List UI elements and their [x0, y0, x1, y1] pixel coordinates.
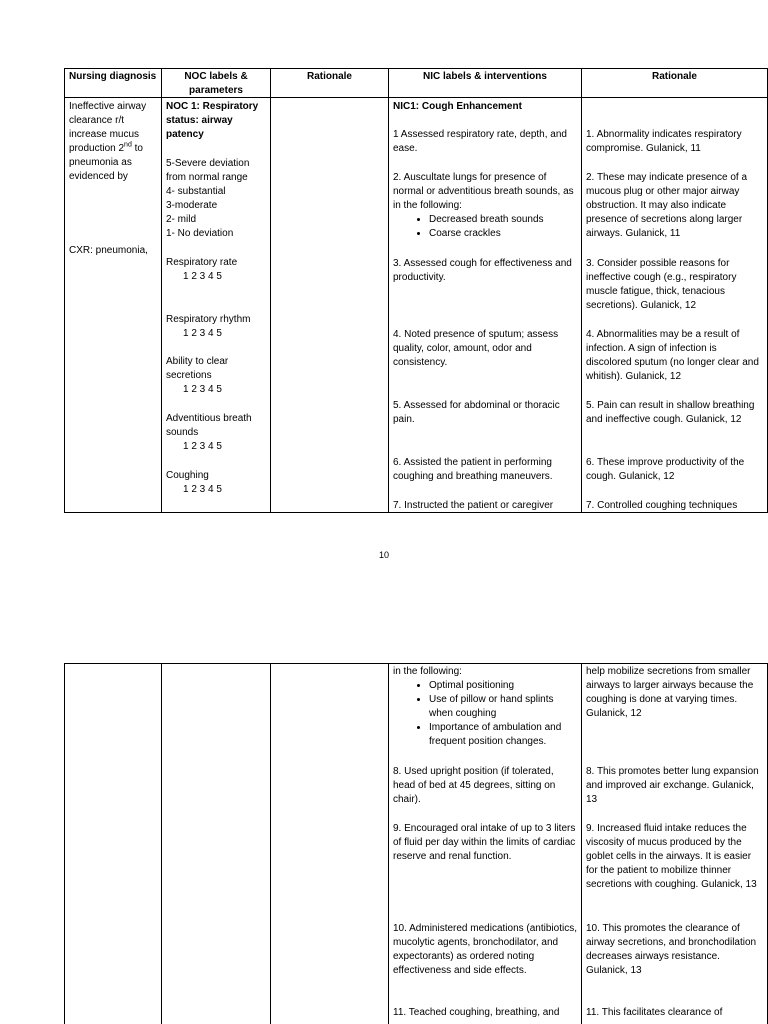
rationale-column-1	[271, 664, 389, 1024]
rationale-text: 11. This facilitates clearance of	[586, 1007, 723, 1018]
rationale-text: 2. These may indicate presence of a mucous plug or other major airway obstruction. It may also indicate presence of secretions along larger airways. Gulanick, 11	[586, 172, 748, 239]
header-nic: NIC labels & interventions	[389, 69, 581, 98]
nic-intervention: in the following: • Optimal positioning • Use of pillow or hand splints when coughing • Importance of ambulation and frequent position changes.	[393, 665, 578, 749]
rationale-text: 4. Abnormalities may be a result of infection. A sign of infection is discolored sputum (no longer clear and whitish). Gulanick, 12	[586, 329, 759, 382]
rationale-column-2	[582, 69, 767, 512]
noc-column	[162, 664, 271, 1024]
rationale-text: 6. These improve productivity of the cough. Gulanick, 12	[586, 457, 745, 482]
care-plan-table-page-1	[64, 68, 768, 513]
rationale-text: 7. Controlled coughing techniques	[586, 500, 738, 511]
nic-intervention: 2. Auscultate lungs for presence of normal or adventitious breath sounds, as in the following: • Decreased breath sounds • Coarse crackles	[393, 171, 578, 241]
nic-bullet-list: • Decreased breath sounds • Coarse crackles	[393, 213, 578, 241]
noc-indicator: Respiratory rate 1 2 3 4 5	[166, 257, 238, 282]
nic-title: NIC1: Cough Enhancement	[393, 101, 522, 112]
nic-intervention: 9. Encouraged oral intake of up to 3 liters of fluid per day within the limits of cardiac reserve and renal function.	[393, 823, 576, 862]
noc-indicator: Coughing 1 2 3 4 5	[166, 470, 222, 495]
header-rationale-2: Rationale	[582, 69, 767, 98]
care-plan-table-page-2	[64, 663, 768, 1024]
diagnosis-text: Ineffective airway clearance r/t increase mucus production 2nd to pneumonia as evidenced by	[69, 101, 147, 182]
nic-bullet-list: • Optimal positioning • Use of pillow or hand splints when coughing • Importance of ambulation and frequent position changes.	[393, 679, 578, 749]
nursing-diagnosis-column	[65, 664, 162, 1024]
rationale-text: 3. Consider possible reasons for ineffective cough (e.g., respiratory muscle fatigue, thick, tenacious secretions). Gulanick, 12	[586, 258, 737, 311]
rationale-text: 10. This promotes the clearance of airway secretions, and bronchodilation decreases airways resistance. Gulanick, 13	[586, 923, 757, 976]
rationale-text: 8. This promotes better lung expansion and improved air exchange. Gulanick, 13	[586, 766, 759, 805]
header-noc: NOC labels & parameters	[162, 69, 270, 98]
noc-title: NOC 1: Respiratory status: airway patency	[166, 101, 259, 140]
rationale-text: 5. Pain can result in shallow breathing and ineffective cough. Gulanick, 12	[586, 400, 755, 425]
page-number: 10	[378, 550, 389, 560]
rationale-text: help mobilize secretions from smaller airways to larger airways because the coughing is done at varying times. Gulanick, 12	[586, 666, 754, 719]
nic-column	[389, 69, 582, 512]
nic-intervention: 3. Assessed cough for effectiveness and productivity.	[393, 258, 572, 283]
nic-intervention: 6. Assisted the patient in performing coughing and breathing maneuvers.	[393, 457, 553, 482]
rationale-column-2	[582, 664, 767, 1024]
nic-intervention: 1 Assessed respiratory rate, depth, and ease.	[393, 129, 567, 154]
rationale-column-1	[271, 69, 389, 512]
nic-intervention: 8. Used upright position (if tolerated, head of bed at 45 degrees, sitting on chair).	[393, 766, 556, 805]
nic-column	[389, 664, 582, 1024]
nic-intervention: 5. Assessed for abdominal or thoracic pain.	[393, 400, 560, 425]
rationale-text: 1. Abnormality indicates respiratory compromise. Gulanick, 11	[586, 129, 742, 154]
nic-intervention: 4. Noted presence of sputum; assess quality, color, amount, odor and consistency.	[393, 329, 559, 368]
nursing-diagnosis-column	[65, 69, 162, 512]
noc-indicator: Respiratory rhythm 1 2 3 4 5	[166, 314, 251, 339]
nic-intervention: 11. Teached coughing, breathing, and	[393, 1007, 560, 1018]
noc-indicator: Adventitious breath sounds 1 2 3 4 5	[166, 413, 252, 452]
nic-intervention: 10. Administered medications (antibiotics, mucolytic agents, bronchodilator, and expectorants) as ordered noting effectiveness and side effects.	[393, 923, 577, 976]
header-rationale-1: Rationale	[271, 69, 388, 98]
nic-intervention: 7. Instructed the patient or caregiver	[393, 500, 554, 511]
diagnosis-cxr: CXR: pneumonia,	[69, 245, 148, 256]
header-nursing-diagnosis: Nursing diagnosis	[65, 69, 161, 98]
noc-column	[162, 69, 271, 512]
noc-scale: 5-Severe deviation from normal range 4- substantial 3-moderate 2- mild 1- No deviation	[166, 158, 250, 239]
rationale-text: 9. Increased fluid intake reduces the viscosity of mucus produced by the goblet cells in the airways. It is easier for the patient to mobilize thinner secretions with coughing. Gulanick, 13	[586, 823, 757, 890]
noc-indicator: Ability to clear secretions 1 2 3 4 5	[166, 356, 229, 395]
